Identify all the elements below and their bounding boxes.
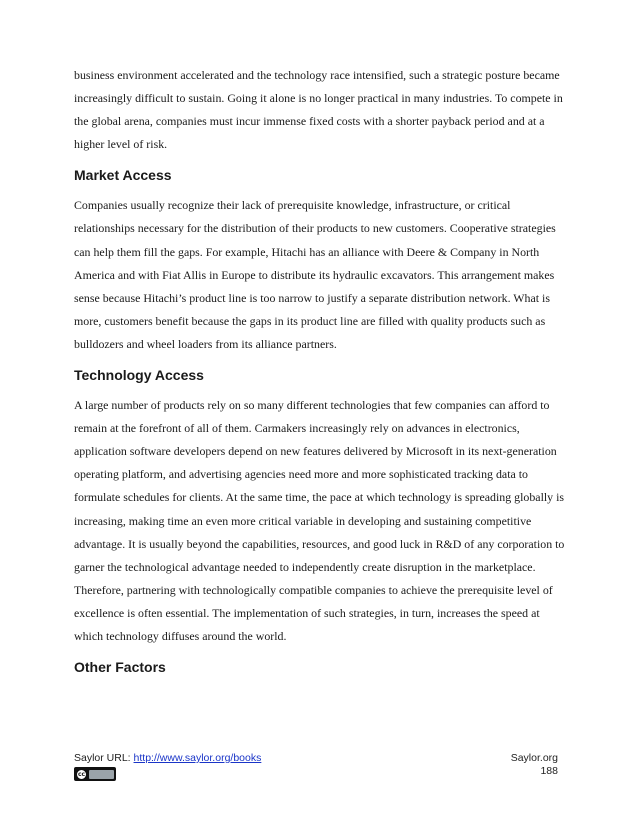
technology-access-paragraph: A large number of products rely on so many different technologies that few companies can afford to remain at the forefront of all of them. Carmakers increasingly rely on advances in electronics, application software developers depend on new features delivered by Microsoft in its next-generation operating platform, and advertising agencies need more and more sophisticated tracking data to formulate schedules for clients. At the same time, the pace at which technology is spreading globally is increasing, making time an even more critical variable in developing and sustaining competitive advantage. It is usually beyond the capabilities, resources, and good luck in R&D of any corporation to garner the technological advantage needed to independently create disruption in the marketplace. Therefore, partnering with technologically compatible companies to achieve the prerequisite level of excellence is often essential. The implementation of such strategies, in turn, increases the speed at which technology diffuses around the world. bbox=[74, 398, 565, 643]
footer-page-info bbox=[511, 752, 558, 778]
creative-commons-license-icon bbox=[74, 767, 116, 781]
license-bar-icon bbox=[89, 770, 114, 779]
page-number: 188 bbox=[540, 765, 558, 777]
footer-site: Saylor.org bbox=[510, 752, 558, 764]
saylor-books-link[interactable]: http://www.saylor.org/books bbox=[133, 752, 262, 764]
cc-circle-icon: cc bbox=[77, 770, 86, 778]
footer-source bbox=[74, 752, 261, 765]
section-heading-market-access: Market Access bbox=[74, 167, 172, 184]
section-heading-technology-access: Technology Access bbox=[74, 367, 204, 384]
intro-paragraph: business environment accelerated and the technology race intensified, such a strategic posture became increasingly difficult to sustain. Going it alone is no longer practical in many industries. To compete in the global arena, companies must incur immense fixed costs with a shorter payback period and at a higher level of risk. bbox=[74, 68, 563, 152]
page-content bbox=[74, 64, 566, 686]
footer-url-label: Saylor URL: bbox=[74, 752, 134, 764]
section-heading-other-factors: Other Factors bbox=[74, 659, 166, 676]
market-access-paragraph: Companies usually recognize their lack of prerequisite knowledge, infrastructure, or critical relationships necessary for the distribution of their products to new customers. Cooperative strategies can help them fill the gaps. For example, Hitachi has an alliance with Deere & Company in North America and with Fiat Allis in Europe to distribute its hydraulic excavators. This arrangement makes sense because Hitachi’s product line is too narrow to justify a separate distribution network. What is more, customers benefit because the gaps in its product line are filled with quality products such as bulldozers and wheel loaders from its alliance partners. bbox=[74, 198, 556, 351]
